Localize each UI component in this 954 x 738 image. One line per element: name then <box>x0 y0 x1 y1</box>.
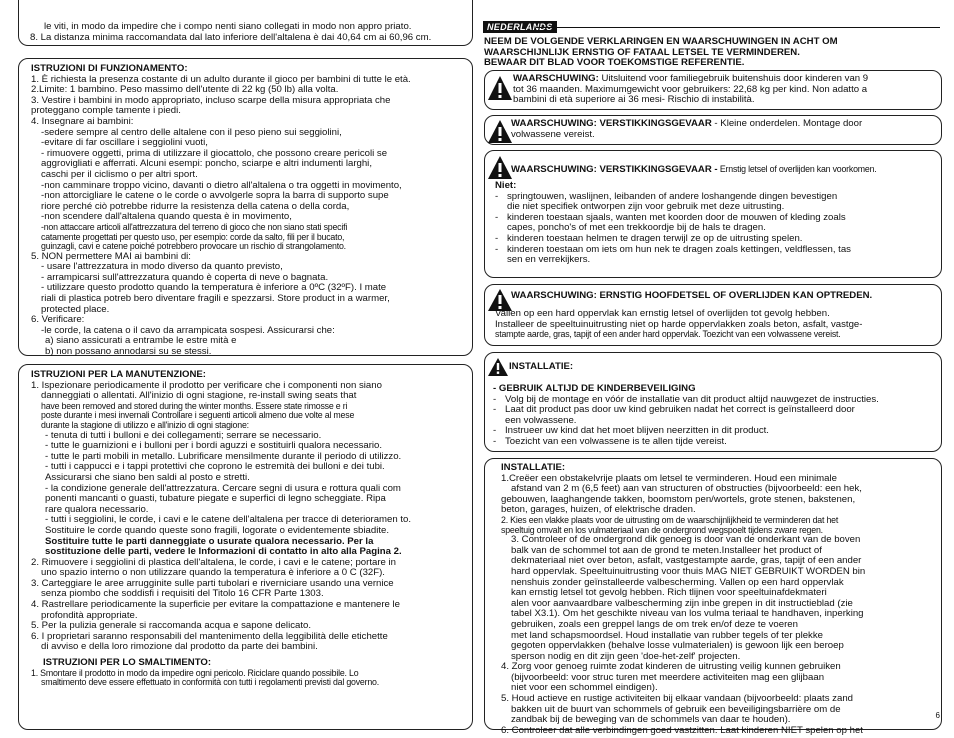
bullet-dash: - <box>495 211 499 223</box>
warning-4-line-2: Installeer de speeltuinuitrusting niet op harde oppervlakken zoals beton, asfalt, vastge- <box>495 318 863 330</box>
intro-line-2: 8. La distanza minima raccomandata dal lato inferiore dell'altalena è dai 40,64 cm ai 60,96 cm. <box>30 31 432 43</box>
smaltimento-line: smaltimento deve essere effettuato in conformità con tutti i regolamenti previsti dal governo. <box>41 677 379 688</box>
funzionamento-line: 4. Insegnare ai bambini: <box>31 115 134 127</box>
funzionamento-content <box>31 64 471 358</box>
funzionamento-line: b) non possano annodarsi su se stessi. <box>45 346 212 358</box>
manutenzione-line: Sostituire tutte le parti danneggiate o usurate qualora necessario. Per la <box>45 535 374 547</box>
funzionamento-line: a) siano assicurati a entrambe le estre mità e <box>45 335 237 347</box>
installatie-2-line: 4. Zorg voor genoeg ruimte zodat kinderen de uitrusting veilig kunnen gebruiken <box>501 661 841 673</box>
manutenzione-line: - tutti i cappucci e i tappi protettivi che coprono le estremità dei bulloni e dei tubi. <box>45 461 385 473</box>
installatie-2-line: alen voor aanvaardbare valbescherming zijn inbe grepen in dit instructieblad (zie <box>511 597 853 609</box>
bullet-dash: - <box>493 393 497 405</box>
funzionamento-line: riali di plastica potreb bero diventare fragili e spezzarsi. Store product in a warmer, <box>41 293 390 305</box>
manutenzione-line: senza piombo che soddisfi i requisiti del Titolo 16 CFR Parte 1303. <box>41 588 324 600</box>
manutenzione-box <box>18 364 473 730</box>
warning-1-label: WAARSCHUWING: <box>513 73 599 84</box>
bullet-dash: - <box>493 425 497 437</box>
funzionamento-line: - utilizzare questo prodotto quando la temperatura è inferiore a 0ºC (32ºF). I mate <box>41 282 387 294</box>
warning-2-label: WAARSCHUWING: VERSTIKKINGSGEVAAR <box>511 118 712 129</box>
bullet-dash <box>495 255 507 266</box>
funzionamento-line: aggrovigliati e afferrati. Alcuni esempi: poncho, sciarpe e altri indumenti larghi, <box>41 158 372 170</box>
funzionamento-line: 5. NON permettere MAI ai bambini di: <box>31 250 191 262</box>
intro-line-1: le viti, in modo da impedire che i compo nenti siano collegati in modo non appro priato. <box>44 21 412 32</box>
list-item-text: die niet specifiek ontworpen zijn voor gebruik met deze uitrusting. <box>507 201 785 213</box>
installatie-2-line: 5. Houd actieve en rustige activiteiten bij elkaar vandaan (bijvoorbeeld: plaats zand <box>501 693 853 705</box>
installatie-2-line: 3. Controleer of de ondergrond dik genoeg is door van de onderkant van de boven <box>511 534 861 546</box>
page-number: 6 <box>935 711 940 720</box>
installatie-2-line: nenshuis zonder geïnstalleerde valbescherming. Vallen op een hard oppervlak <box>511 576 844 588</box>
bullet-dash: - <box>493 404 497 416</box>
manutenzione-line: uno spazio interno o non utilizzare quando la temperatura è inferiore a 0 C (32F). <box>41 567 385 579</box>
smaltimento-heading: ISTRUZIONI PER LO SMALTIMENTO: <box>43 657 212 669</box>
manutenzione-line: 3. Carteggiare le aree arrugginite sulle parti tubolari e riverniciare usando una vernice <box>31 577 394 589</box>
manutenzione-line: 5. Per la pulizia generale si raccomanda acqua e sapone delicato. <box>31 620 311 632</box>
warning-3-niet: Niet: <box>495 180 517 191</box>
installatie-2-line: gegoten oppervlakken (behalve losse vulmaterialen) is gewoon lijk een beroep <box>511 640 844 652</box>
warning-1-line-2: tot 36 maanden. Maximumgewicht voor gebruikers: 22,68 kg per kind. Non adatto a <box>513 83 868 95</box>
warning-box-3 <box>484 150 942 278</box>
manutenzione-line: Sostituire le corde quando queste sono fragili, logorate o evidentemente sbiadite. <box>45 524 389 536</box>
installatie-2-line: speeltuig omvalt en los vulmateriaal van de ondergrond wegspoelt tijdens zware regen. <box>501 524 823 535</box>
warning-1-line-3: bambini di età superiore ai 36 mesi- Rischio di instabilità. <box>513 94 755 106</box>
bullet-dash: - <box>495 190 499 202</box>
funzionamento-line: 1. È richiesta la presenza costante di un adulto durante il gioco per bambini di tutte le età. <box>31 73 411 85</box>
funzionamento-line: caschi per il ciclismo o per altri sport. <box>41 168 198 180</box>
bullet-dash: - <box>495 232 499 244</box>
warning-2-line-2: volwassene vereist. <box>511 128 595 140</box>
bullet-dash: - <box>493 435 497 447</box>
warning-4-line-1: Vallen op een hard oppervlak kan ernstig letsel of overlijden tot gevolg hebben. <box>495 308 830 319</box>
manutenzione-line: - tutte le guarnizioni e i bulloni per i bordi aguzzi e sostituirli qualora necessario. <box>45 440 383 452</box>
nl-intro-line-1: NEEM DE VOLGENDE VERKLARINGEN EN WAARSCHUWINGEN IN ACHT OM <box>484 36 838 47</box>
installatie-2-line: kan ernstig letsel tot gevolg hebben. Rich tlijnen voor speeltuinafdekmateri <box>511 587 827 599</box>
manutenzione-line: di avviso e della loro rimozione dal prodotto da parte dei bambini. <box>41 641 318 653</box>
nl-intro-line-3: BEWAAR DIT BLAD VOOR TOEKOMSTIGE REFERENTIE. <box>484 57 745 69</box>
list-item-text: kinderen toestaan helmen te dragen terwijl ze op de uitrusting spelen. <box>507 232 803 244</box>
warning-4-line-3: stampte aarde, gras, tapijt of een ander hard oppervlak. Toezicht van een volwassene vereist. <box>495 329 841 340</box>
manutenzione-line: 6. I proprietari saranno responsabili del mantenimento della leggibilità delle etichette <box>31 630 388 642</box>
installatie-2-line: gebruiken, zoals een greppel langs de om trek en/of deze te voeren <box>511 618 798 630</box>
warning-3-list <box>495 181 935 266</box>
funzionamento-line: protected place. <box>41 303 110 315</box>
nl-intro <box>484 37 944 69</box>
manutenzione-line: danneggiati o allentati. All'inizio di ogni stagione, re-install swing seats that <box>41 390 357 402</box>
installatie-1-sub: - GEBRUIK ALTIJD DE KINDERBEVEILIGING <box>493 383 696 394</box>
manutenzione-line: 4. Rastrellare periodicamente la superficie per evitare la compattazione e mantenere le <box>31 599 401 611</box>
bullet-dash: - <box>495 243 499 255</box>
installatie-2-line: bakken uit de buurt van schommels of gebruik een beveiligingsbarrière om de <box>511 703 841 715</box>
installatie-2-line: balk van de schommel tot aan de grond te meten.Installeer het product of <box>511 544 822 556</box>
manutenzione-heading: ISTRUZIONI PER LA MANUTENZIONE: <box>31 369 206 380</box>
manutenzione-line: - tenuta di tutti i bulloni e dei collegamenti; serrare se necessario. <box>45 429 322 441</box>
manutenzione-line: 1. Ispezionare periodicamente il prodotto per verificare che i componenti non siano <box>31 379 382 391</box>
nl-intro-line-2: WAARSCHIJNLIJK ERNSTIG OF FATAAL LETSEL TE VERMINDEREN. <box>484 46 800 58</box>
warning-3-label: WAARSCHUWING: VERSTIKKINGSGEVAAR - <box>511 164 718 175</box>
funzionamento-box <box>18 58 473 356</box>
funzionamento-line: -evitare di far oscillare i seggiolini vuoti, <box>41 137 208 149</box>
list-item-text: sen en verrekijkers. <box>507 254 591 266</box>
language-rule <box>536 27 940 28</box>
warning-4-text <box>495 309 940 340</box>
installatie-2-heading: INSTALLATIE: <box>501 462 566 473</box>
installatie-1-list <box>493 384 938 448</box>
installatie-2-line: zandbak bij de beweging van de schommels van daar te houden). <box>511 714 791 726</box>
warning-box-2 <box>484 115 942 145</box>
installatie-2-line: sperson nodig en dit zijn geen 'doe-het-zelf' projecten. <box>511 650 741 662</box>
warning-icon <box>487 154 513 182</box>
list-item-text: kinderen toestaan sjaals, wanten met koorden door de mouwen of kleding zoals <box>507 211 846 223</box>
installatie-2-line: (bijvoorbeeld: voor struc turen met meerdere activiteiten mag een glijbaan <box>511 671 825 683</box>
manutenzione-line: 2. Rimuovere i seggiolini di plastica dell'altalena, le corde, i cavi e le catene; portare in <box>31 556 396 568</box>
manutenzione-line: ponenti mancanti o guasti, tubature piegate e superfici di legno scheggiate. Ripa <box>45 493 386 505</box>
installatie-2-line: dekmateriaal niet over beton, asfalt, vastgestampte aarde, gras, tapijt of een ander <box>511 555 862 567</box>
manutenzione-line: have been removed and stored during the winter months. Essere state rimosse e ri <box>41 400 348 411</box>
installatie-item <box>493 437 938 448</box>
funzionamento-line: -non attorcigliare le catene o le corde o avvolgerle sopra la barra di supporto supe <box>41 190 389 202</box>
funzionamento-heading: ISTRUZIONI DI FUNZIONAMENTO: <box>31 63 188 74</box>
funzionamento-line: - rimuovere oggetti, prima di utilizzare il giocattolo, che possono creare pericoli se <box>41 147 388 159</box>
warning-2-text <box>511 119 936 140</box>
funzionamento-line: riore perché ciò potrebbe ridurre la resistenza della catena o della corda, <box>41 200 350 212</box>
installatie-2-line: gebouwen, laaghangende takken, boomstom pen/wortels, grote stenen, bakstenen, <box>501 493 856 505</box>
manutenzione-line: rare qualora necessario. <box>45 503 149 515</box>
warning-2-line-1: - Kleine onderdelen. Montage door <box>711 118 863 129</box>
language-tag: NEDERLANDS <box>483 21 557 33</box>
funzionamento-line: 6. Verificare: <box>31 314 85 326</box>
warning-box-1 <box>484 70 942 110</box>
list-item-text: Volg bij de montage en vóór de installatie van dit product altijd nauwgezet de instructies. <box>505 393 879 405</box>
installatie-2-line: beton, garages, huizen, of elektrische draden. <box>501 504 696 516</box>
funzionamento-line: 3. Vestire i bambini in modo appropriato, incluso scarpe della misura appropriata che <box>31 94 391 106</box>
installatie-2-content <box>501 463 941 736</box>
installatie-2-line: tabel X3.1). Om het geschikte niveau van los vulma teriaal te handhaven, inperking <box>511 608 864 620</box>
funzionamento-line: 2.Limite: 1 bambino. Peso massimo dell'utente di 22 kg (50 lb) alla volta. <box>31 84 339 96</box>
list-item-text: capes, poncho's of met een trekkoordje bij de hals te dragen. <box>507 222 766 234</box>
funzionamento-line: catamente progettati per questo uso, per esempio: corde da salto, fili per il bucato, <box>41 231 345 242</box>
installatie-2-line: 6. Controleer dat alle verbindingen goed vastzitten. Laat kinderen NIET spelen op het <box>501 724 863 736</box>
niet-item <box>495 255 935 266</box>
warning-1-text <box>513 74 938 106</box>
installatie-2-line: hard oppervlak. Speeltuinuitrusting voor thuis MAG NIET GEBRUIKT WORDEN bin <box>511 565 866 577</box>
funzionamento-line: -sedere sempre al centro delle altalene con il peso pieno sui seggiolini, <box>41 126 342 138</box>
funzionamento-line: -non scendere dall'altalena quando questa è in movimento, <box>41 211 292 223</box>
warning-icon <box>487 118 513 146</box>
warning-3-header <box>511 159 939 177</box>
installatie-2-line: niet voor een schommel eindigen). <box>511 682 658 694</box>
warning-icon <box>487 74 513 104</box>
list-item-text: Laat dit product pas door uw kind gebruiken nadat het correct is geïnstalleerd door <box>505 404 855 416</box>
funzionamento-line: proteggano comple tamente i piedi. <box>31 105 181 117</box>
manutenzione-line: sostituzione delle parti, vedere le Informazioni di contatto in alto alla Pagina 2. <box>45 546 402 558</box>
warning-1-line-1: Uitsluitend voor familiegebruik buitenshuis door kinderen van 9 <box>598 73 869 84</box>
funzionamento-line: -non camminare troppo vicino, davanti o dietro all'altalena o tra oggetti in movimento, <box>41 179 402 191</box>
niet-item <box>495 234 935 245</box>
list-item-text: springtouwen, waslijnen, leibanden of andere loshangende dingen bevestigen <box>507 190 838 202</box>
manutenzione-line: - la condizione generale dell'attrezzatura. Cercare segni di usura e rottura quali com <box>45 482 401 494</box>
funzionamento-line: - arrampicarsi sull'attrezzatura quando è coperta di neve o bagnata. <box>41 271 329 283</box>
installatie-2-line: met land schapsmoordsel. Houd installatie van rubber tegels of ter plekke <box>511 629 823 641</box>
installatie-1-label: INSTALLATIE: <box>509 361 574 372</box>
installatie-2-line: afstand van 2 m (6,5 feet) aan van structuren of obstructies (bijvoorbeeld: een hek, <box>511 483 862 495</box>
manutenzione-line: - tutte le parti mobili in metallo. Lubrificare mensilmente durante il periodo di utilizzo. <box>45 450 402 462</box>
warning-4-label: WAARSCHUWING: ERNSTIG HOOFDETSEL OF OVERLIJDEN KAN OPTREDEN. <box>511 290 873 301</box>
intro-frame <box>18 0 473 46</box>
list-item-text: Toezicht van een volwassene is te allen tijde vereist. <box>505 435 727 447</box>
installatie-box-2 <box>484 458 942 736</box>
manutenzione-line: Assicurarsi che siano ben saldi al posto e stretti. <box>45 471 250 483</box>
list-item-text: een volwassene. <box>505 414 577 426</box>
installatie-box-1 <box>484 352 942 452</box>
warning-3-text: Ernstig letsel of overlijden kan voorkomen. <box>717 164 877 174</box>
smaltimento-line: 1. Smontare il prodotto in modo da impedire ogni pericolo. Riciclare quando possibile. Lo <box>31 667 359 678</box>
installatie-2-line: 1.Creëer een obstakelvrije plaats om letsel te verminderen. Houd een minimale <box>501 472 837 484</box>
manutenzione-line: - tutti i seggiolini, le corde, i cavi e le catene dell'altalena per tracce di deterioramen to. <box>45 514 412 526</box>
manutenzione-line: durante la stagione di utilizzo e all'inizio di ogni stagione: <box>41 419 249 430</box>
funzionamento-line: guinzagli, cavi e catene poiché potrebbero provocare un rischio di strangolamento. <box>41 241 346 252</box>
warning-box-4 <box>484 284 942 346</box>
warning-icon <box>487 357 509 377</box>
funzionamento-line: -non attaccare articoli all'attrezzatura del terreno di gioco che non siano stati specifi <box>41 221 348 232</box>
list-item-text: Instrueer uw kind dat het moet blijven neerzitten in dit product. <box>505 425 769 437</box>
list-item-text: kinderen toestaan om iets om hun nek te dragen zoals kettingen, veldflessen, tas <box>507 243 851 255</box>
manutenzione-line: poste durante i mesi invernali Controllare i seguenti articoli almeno due volte al mese <box>41 410 355 421</box>
funzionamento-line: -le corde, la catena o il cavo da arrampicata sospesi. Assicurarsi che: <box>41 324 335 336</box>
funzionamento-line: - usare l'attrezzatura in modo diverso da quanto previsto, <box>41 261 283 273</box>
manutenzione-line: profondità appropriate. <box>41 609 138 621</box>
installatie-2-line: 2. Kies een vlakke plaats voor de uitrusting om de waarschijnlijkheid te verminderen dat het <box>501 514 839 525</box>
manutenzione-content <box>31 370 471 688</box>
